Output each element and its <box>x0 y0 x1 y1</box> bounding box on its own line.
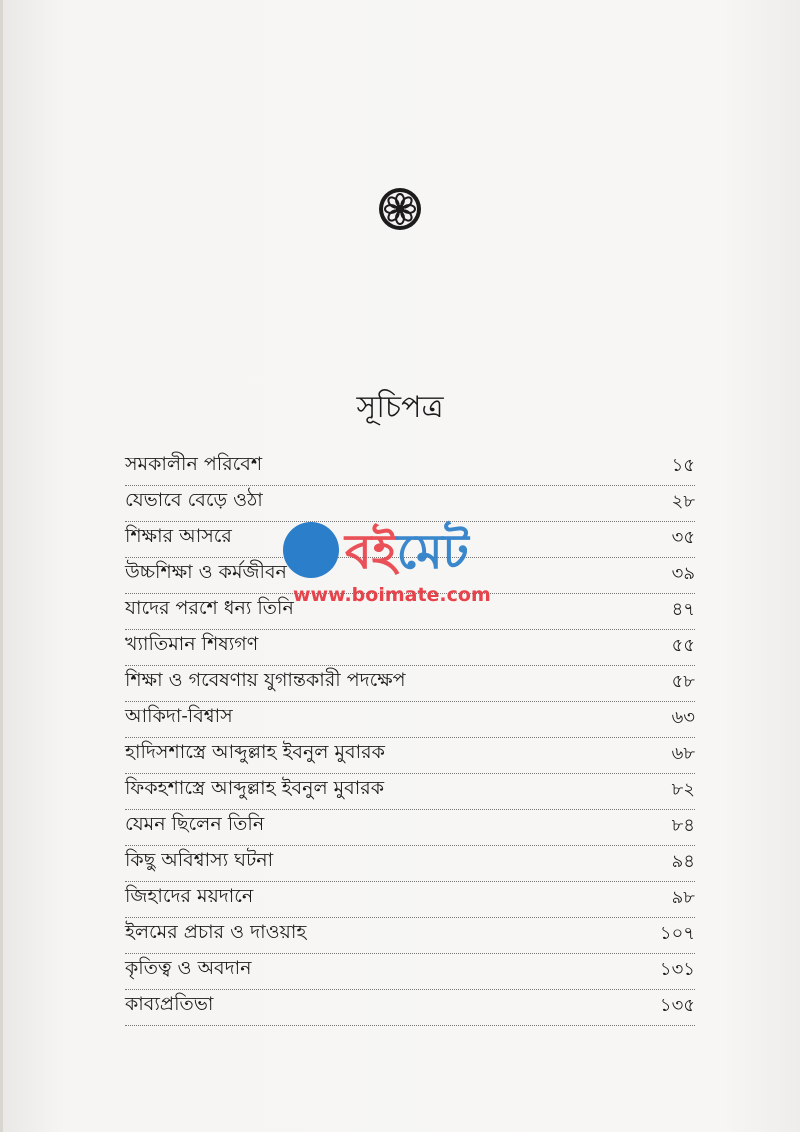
toc-entry-title: যাদের পরশে ধন্য তিনি <box>125 597 294 619</box>
toc-entry-page: ১০৭ <box>659 923 695 944</box>
watermark <box>283 522 513 612</box>
toc-entry <box>125 702 695 738</box>
toc-entry-page: ৫৫ <box>671 635 695 656</box>
watermark-url: www.boimate.com <box>293 584 491 606</box>
paperclip-logo-icon <box>283 522 339 578</box>
toc-entry-page: ৪৭ <box>671 599 695 620</box>
toc-entry-page: ৬৩ <box>671 707 695 728</box>
toc-entry-title: যেমন ছিলেন তিনি <box>125 813 265 835</box>
toc-entry-title: কৃতিত্ব ও অবদান <box>125 957 252 979</box>
toc-entry-title: হাদিসশাস্ত্রে আব্দুল্লাহ ইবনুল মুবারক <box>125 741 385 763</box>
toc-entry-title: কিছু অবিশ্বাস্য ঘটনা <box>125 849 274 871</box>
toc-entry-page: ৮৪ <box>671 815 695 836</box>
toc-entry <box>125 990 695 1026</box>
toc-entry-page: ১৩১ <box>659 959 695 980</box>
page-title: সূচিপত্র <box>356 390 444 425</box>
toc-entry <box>125 738 695 774</box>
brand-part2: মেট <box>396 524 469 580</box>
toc-entry-title: উচ্চশিক্ষা ও কর্মজীবন <box>125 561 287 583</box>
toc-entry <box>125 450 695 486</box>
toc-entry-page: ৩৯ <box>671 563 695 584</box>
toc-entry <box>125 882 695 918</box>
brand-part1: বই <box>345 524 397 580</box>
toc-entry <box>125 918 695 954</box>
toc-entry-title: কাব্যপ্রতিভা <box>125 993 214 1015</box>
toc-entry-title: জিহাদের ময়দানে <box>125 885 254 907</box>
toc-entry-title: ফিকহশাস্ত্রে আব্দুল্লাহ ইবনুল মুবারক <box>125 777 385 799</box>
flower-medallion-icon <box>378 187 422 231</box>
toc-entry <box>125 810 695 846</box>
page-edge <box>0 0 3 1132</box>
toc-entry-page: ১৫ <box>671 455 695 476</box>
toc-entry-page: ১৩৫ <box>659 995 695 1016</box>
toc-entry-title: সমকালীন পরিবেশ <box>125 453 263 475</box>
toc-entry-page: ৫৮ <box>671 671 695 692</box>
toc-entry-page: ৯৮ <box>671 887 695 908</box>
toc-entry-title: আকিদা-বিশ্বাস <box>125 705 233 727</box>
toc-entry-title: খ্যাতিমান শিষ্যগণ <box>125 633 259 655</box>
toc-entry <box>125 846 695 882</box>
toc-entry <box>125 954 695 990</box>
toc-entry-page: ২৮ <box>671 491 695 512</box>
toc-entry <box>125 630 695 666</box>
toc-entry-page: ৮২ <box>671 779 695 800</box>
toc-entry-page: ৩৫ <box>671 527 695 548</box>
toc-entry-title: শিক্ষা ও গবেষণায় যুগান্তকারী পদক্ষেপ <box>125 669 406 691</box>
toc-entry-title: শিক্ষার আসরে <box>125 525 232 547</box>
toc-entry-page: ৬৮ <box>671 743 695 764</box>
toc-entry <box>125 774 695 810</box>
toc-entry-title: ইলমের প্রচার ও দাওয়াহ <box>125 921 307 943</box>
toc-entry <box>125 666 695 702</box>
toc-entry-page: ৯৪ <box>671 851 695 872</box>
toc-entry-title: যেভাবে বেড়ে ওঠা <box>125 489 263 511</box>
